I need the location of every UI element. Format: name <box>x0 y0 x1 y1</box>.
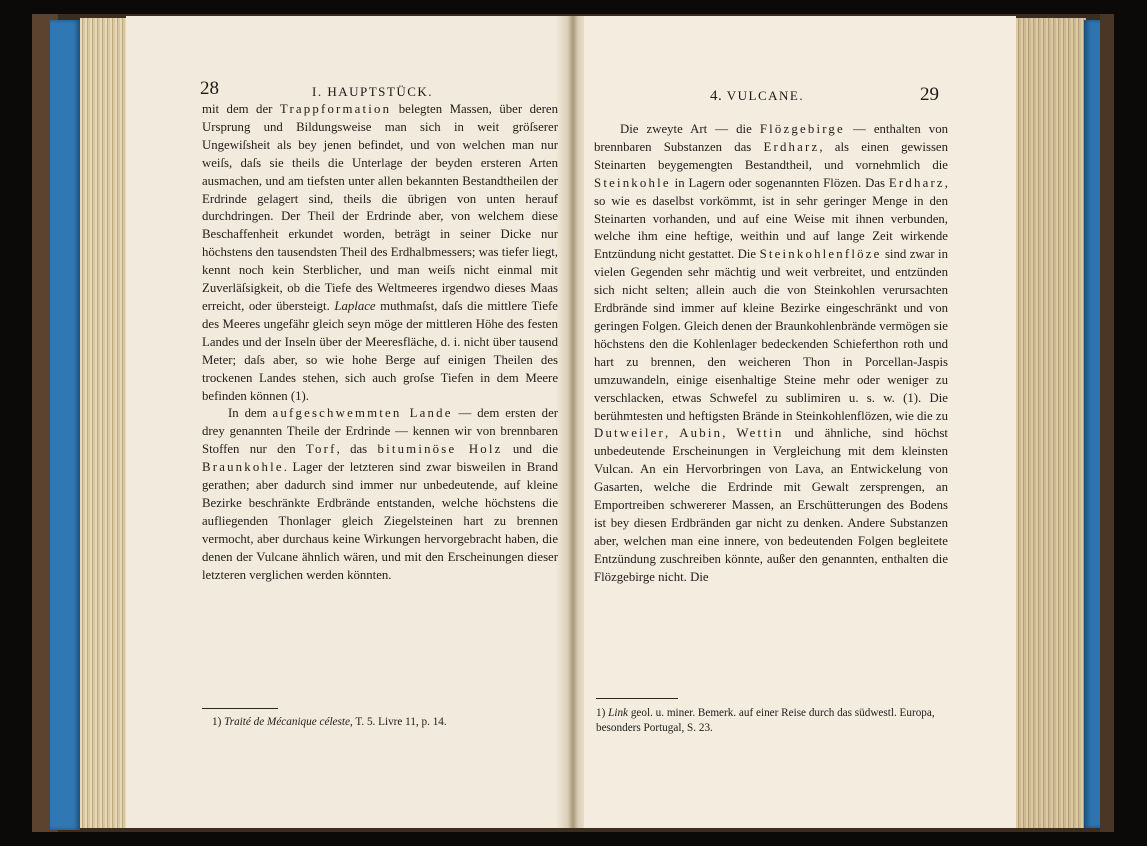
spaced-term: Trappformation <box>279 102 392 116</box>
footnote-reference: Traité de Mécanique céleste <box>224 716 350 728</box>
spaced-term: Erdharz <box>763 139 820 154</box>
author-name: Laplace <box>334 298 376 313</box>
spaced-term: Braunkohle <box>202 460 284 475</box>
spaced-term: Steinkohlenflöze <box>759 247 882 262</box>
spaced-term: Aubin <box>679 426 723 441</box>
right-page-edges <box>1016 18 1086 828</box>
left-body-text <box>202 101 558 584</box>
right-body-text <box>594 121 948 587</box>
footnote-reference: Link <box>608 707 629 719</box>
left-paragraph-1: mit dem der Trappformation belegten Massen, über deren Ursprung und Bildungsweise man sich in weit gröſserer Ungewiſsheit als bey jenen befindet, und von welchen man nur weiſs, daſs sie theils die Unterlage der beyden ersteren Arten ausmachen, und am tiefsten unter allen bekannten Bestandtheilen der Erdrinde gelagert sind, theils die übrigen von unten herauf durchdringen. Der Theil der Erdrinde aber, von welchem diese Beschaffenheit erkundet worden, beträgt in seiner Dicke nur höchstens den tausendsten Theil des Erdhalbmessers; was tiefer liegt, kennt noch kein Sterblicher, und man weiſs nicht einmal mit Zuverläſsigkeit, ob die Tiefe des Weltmeeres irgendwo dieses Maas erreicht, oder übersteigt. Laplace muthmaſst, daſs die mittlere Tiefe des Meeres ungefähr gleich seyn möge der mittleren Höhe des festen Landes und der Inseln über der Meeresfläche, d. i. nicht über tausend Meter; daſs aber, so wie hohe Berge auf einigen Theilen des trockenen Landes stehen, sich auch groſse Tiefen in dem Meere befinden können (1). <box>202 102 558 403</box>
left-blue-endpaper <box>50 20 80 830</box>
right-footnote-rule <box>596 698 678 699</box>
spaced-term: Dutweiler <box>594 426 665 441</box>
spaced-term: Erdharz <box>888 175 945 190</box>
spaced-term: aufgeschwemmten Lande <box>272 406 453 421</box>
spaced-term: bituminöse Holz <box>377 442 503 457</box>
spaced-term: Wettin <box>736 426 784 441</box>
left-page-number: 28 <box>200 78 219 99</box>
left-page-edges <box>80 18 126 828</box>
spaced-term: Torf <box>305 442 337 457</box>
spaced-term: Steinkohle <box>594 175 671 190</box>
left-footnote-rule <box>202 708 278 709</box>
right-footnote: 1) Link geol. u. miner. Bemerk. auf einer Reise durch das südwestl. Europa, besonders Portugal, S. 23. <box>596 707 935 734</box>
spaced-term: Flözgebirge <box>759 122 845 136</box>
right-page-number: 29 <box>920 84 939 105</box>
left-footnote: 1) Traité de Mécanique céleste, T. 5. Livre 11, p. 14. <box>212 716 447 728</box>
left-paragraph-2: In dem aufgeschwemmten Lande — dem ersten der drey genannten Theile der Erdrinde — kennen wir von brennbaren Stoffen nur den Torf, das bituminöse Holz und die Braunkohle. Lager der letzteren sind zwar bisweilen in Brand gerathen; aber dadurch sind immer nur unbedeutende, auf kleine Bezirke beschränkte Erdbrände entstanden, welche höchstens die aufliegenden Thonlager gleich Ziegelsteinen hart zu brennen vermocht, aber durchaus keine Wirkungen hervorgebracht haben, die denen der Vulcane ähnlich wären, und mit den Erscheinungen dieser letzteren verglichen werden könnten. <box>202 406 559 582</box>
left-running-head: I. HAUPTSTÜCK. <box>312 84 434 99</box>
right-running-head: 4. VULCANE. <box>710 88 805 104</box>
right-paragraph-1: Die zweyte Art — die Flözgebirge — enthalten von brennbaren Substanzen das Erdharz, als einen gewissen Steinarten beygemengten Bestandtheil, und vornehmlich die Steinkohle in Lagern oder sogenannten Flözen. Das Erdharz, so wie es daselbst vorkömmt, ist in sehr geringer Menge in den Steinarten vorhanden, und auf eine Weise mit ihnen verbunden, welche ihm eine heftige, weithin und auf lange Zeit wirkende Entzündung nicht gestattet. Die Steinkohlenflöze sind zwar in vielen Gegenden sehr mächtig und weit verbreitet, und entzünden sich nicht selten; allein auch die von Steinkohlen verursachten Erdbrände sind immer auf kleine Bezirke eingeschränkt und von geringen Folgen. Gleich denen der Braunkohlenbrände vermögen sie höchstens den die Kohlenlager bedeckenden Schieferthon roth und hart zu brennen, den weicheren Thon in Porcellan-Jaspis umzuwandeln, einige eisenhaltige Steine mehr oder weniger zu verschlacken, etwas Schwefel zu sublimiren u. s. w. (1). Die berühmtesten und heftigsten Brände in Steinkohlenflözen, wie die zu Dutweiler, Aubin, Wettin und ähnliche, sind höchst unbedeutende Erscheinungen in Vergleichung mit dem kleinsten Vulcan. An ein Hervorbringen von Lava, an Entwickelung von Gasarten, welche die Erdrinde mit Gewalt zersprengen, an Emportreiben schwererer Massen, an Erschütterungen des Bodens ist bey diesen Erdbränden gar nicht zu denken. Andere Substanzen aber, welchen man eine innere, von bedeutenden Folgen begleitete Entzündung zuschreiben könnte, außer den genannten, enthalten die Flözgebirge nicht. Die <box>594 122 949 584</box>
right-cover <box>1100 14 1114 832</box>
